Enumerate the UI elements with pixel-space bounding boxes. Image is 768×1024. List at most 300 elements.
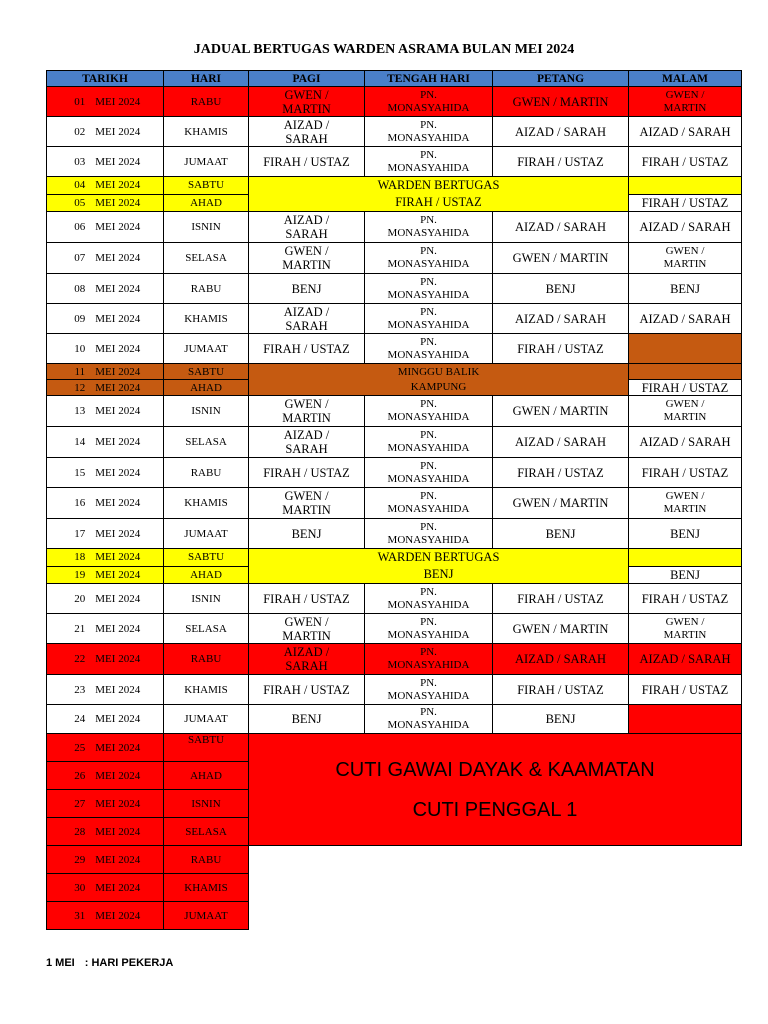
tengah-hari-cell-line: PN. [420,490,437,502]
petang-cell-line: AIZAD / SARAH [515,311,606,326]
day-row [47,675,742,705]
month-label: MEI 2024 [95,252,141,264]
month-label: MEI 2024 [95,683,141,696]
date-cell [47,762,164,790]
malam-cell [629,334,742,364]
day-number: 12 [74,381,86,394]
hari-cell [164,364,249,380]
day-row [47,734,742,762]
malam-cell [629,396,742,427]
petang-cell [493,274,629,304]
malam-cell-line: AIZAD / SARAH [639,311,731,326]
petang-cell [493,675,629,705]
date-cell [47,274,164,304]
tengah-hari-cell [365,243,493,274]
day-number: 15 [74,466,86,479]
month-label: MEI 2024 [95,825,141,838]
date-cell [47,488,164,519]
hari-cell [164,177,249,195]
day-number: 21 [74,622,86,635]
month-label: MEI 2024 [95,125,141,138]
malam-cell [629,177,742,195]
malam-cell [629,147,742,177]
petang-cell-line: FIRAH / USTAZ [517,465,604,480]
petang-cell [493,87,629,117]
petang-cell-line: GWEN / MARTIN [512,621,609,636]
pagi-cell-line: BENJ [291,712,322,726]
month-label: MEI 2024 [95,797,141,810]
petang-cell [493,519,629,549]
hari-label: SELASA [185,622,227,635]
hari-cell [164,614,249,644]
day-row [47,117,742,147]
hari-label: SABTU [187,734,225,746]
hari-label: SABTU [187,179,225,192]
tengah-hari-cell [365,427,493,458]
tengah-hari-cell-line: MONASYAHIDA [387,719,470,731]
hari-cell [164,705,249,734]
tengah-hari-cell [365,488,493,519]
tengah-hari-cell [365,614,493,644]
footnote [46,957,183,969]
date-cell [47,846,164,874]
month-label: MEI 2024 [95,769,141,782]
malam-cell-line: AIZAD / SARAH [639,220,731,234]
malam-cell [629,364,742,380]
hari-label: SABTU [187,551,225,564]
month-label: MEI 2024 [95,527,141,540]
hari-cell [164,874,249,902]
day-row [47,304,742,334]
day-row [47,396,742,427]
tengah-hari-cell-line: PN. [420,214,437,226]
pagi-cell-line: FIRAH / USTAZ [263,591,350,606]
malam-cell [629,488,742,519]
date-cell [47,380,164,396]
hari-cell [164,549,249,567]
hari-cell [164,488,249,519]
footnote-text: : HARI PEKERJA [84,957,174,969]
header-row [47,71,742,87]
day-number: 04 [74,179,86,192]
date-cell [47,177,164,195]
tengah-hari-cell-line: MONASYAHIDA [387,628,470,641]
block-line-1: MINGGU BALIK [397,365,480,378]
day-number: 16 [74,497,86,509]
tengah-hari-cell-line: PN. [420,275,437,288]
pagi-cell [249,212,365,243]
day-number: 02 [74,125,86,138]
hari-label: RABU [190,466,222,479]
date-cell [47,147,164,177]
petang-cell-line: FIRAH / USTAZ [517,682,604,697]
empty-area [249,902,742,930]
day-number: 09 [74,312,86,325]
month-label: MEI 2024 [95,179,141,192]
date-cell [47,364,164,380]
malam-cell-line: AIZAD / SARAH [639,652,731,666]
pagi-cell [249,458,365,488]
day-row [47,902,742,930]
day-row [47,549,742,567]
hari-cell [164,846,249,874]
day-row [47,87,742,117]
day-row [47,488,742,519]
petang-cell-line: BENJ [545,526,576,541]
pagi-cell-line: BENJ [291,526,322,541]
day-number: 30 [74,881,86,894]
day-number: 05 [74,196,86,209]
malam-cell-line: BENJ [670,567,700,582]
day-number: 25 [74,741,86,754]
malam-cell-line: GWEN / [665,490,705,502]
block-line-2: BENJ [423,567,454,581]
hari-cell [164,644,249,675]
pagi-cell-line: FIRAH / USTAZ [263,154,350,169]
tengah-hari-cell-line: PN. [420,118,437,131]
petang-cell-line: AIZAD / SARAH [515,435,606,449]
pagi-cell [249,147,365,177]
tengah-hari-cell-line: PN. [420,88,437,101]
day-number: 31 [74,909,86,922]
tengah-hari-cell-line: MONASYAHIDA [387,101,470,114]
malam-cell-line: MARTIN [663,258,707,270]
tengah-hari-cell [365,147,493,177]
month-label: MEI 2024 [95,466,141,479]
block-line-2: KAMPUNG [410,380,467,393]
pagi-cell-line: MARTIN [282,101,331,116]
malam-cell-line: FIRAH / USTAZ [641,195,729,210]
malam-cell [629,675,742,705]
pagi-cell [249,274,365,304]
tengah-hari-cell-line: MONASYAHIDA [387,503,470,515]
petang-cell [493,147,629,177]
pagi-cell [249,334,365,364]
pagi-cell-line: SARAH [285,131,328,146]
day-row [47,334,742,364]
petang-cell [493,614,629,644]
hari-label: KHAMIS [184,683,228,696]
day-row [47,243,742,274]
day-row [47,846,742,874]
hari-label: KHAMIS [184,312,228,325]
malam-cell-line: FIRAH / USTAZ [641,380,729,395]
hari-cell [164,818,249,846]
hari-label: ISNIN [191,221,221,233]
pagi-cell [249,675,365,705]
hari-cell [164,566,249,584]
month-label: MEI 2024 [95,853,141,866]
hari-label: AHAD [190,381,222,394]
hari-label: AHAD [190,196,222,209]
pagi-cell-line: BENJ [291,281,322,296]
tengah-hari-cell-line: MONASYAHIDA [387,161,470,174]
hari-label: RABU [190,853,222,866]
malam-cell-line: AIZAD / SARAH [639,435,731,449]
malam-cell-line: BENJ [670,281,700,296]
malam-cell [629,194,742,212]
malam-cell [629,243,742,274]
tengah-hari-cell [365,644,493,675]
hari-label: RABU [190,282,222,295]
hari-cell [164,212,249,243]
hari-cell [164,194,249,212]
date-cell [47,549,164,567]
petang-cell [493,705,629,734]
malam-cell [629,304,742,334]
petang-cell [493,243,629,274]
header-petang: PETANG [493,71,629,87]
day-number: 03 [74,155,86,168]
day-number: 08 [74,282,86,295]
header-tengah-hari: TENGAH HARI [365,71,493,87]
date-cell [47,427,164,458]
month-label: MEI 2024 [95,365,141,378]
day-number: 06 [74,221,86,233]
date-cell [47,334,164,364]
malam-cell [629,519,742,549]
date-cell [47,243,164,274]
tengah-hari-cell [365,458,493,488]
cuti-block [249,734,742,846]
petang-cell-line: BENJ [545,712,576,726]
hari-label: JUMAAT [184,155,228,168]
day-number: 18 [74,551,86,564]
hari-cell [164,584,249,614]
pagi-cell-line: GWEN / [284,87,329,102]
malam-cell [629,584,742,614]
petang-cell [493,304,629,334]
day-number: 24 [74,713,86,725]
day-row [47,364,742,380]
petang-cell-line: GWEN / MARTIN [512,251,609,265]
petang-cell-line: BENJ [545,281,576,296]
malam-cell [629,644,742,675]
malam-cell [629,427,742,458]
day-number: 13 [74,405,86,417]
tengah-hari-cell-line: PN. [420,459,437,472]
day-row [47,458,742,488]
block-line-1: WARDEN BERTUGAS [377,178,500,192]
pagi-cell-line: FIRAH / USTAZ [263,341,350,356]
tengah-hari-cell-line: MONASYAHIDA [387,258,470,270]
day-number: 01 [74,95,86,108]
hari-cell [164,427,249,458]
month-label: MEI 2024 [95,381,141,394]
malam-cell-line: FIRAH / USTAZ [641,682,729,697]
hari-label: AHAD [190,769,222,782]
tengah-hari-cell [365,274,493,304]
date-cell [47,458,164,488]
day-row [47,584,742,614]
pagi-cell [249,584,365,614]
pagi-cell [249,87,365,117]
date-cell [47,790,164,818]
tengah-hari-cell-line: MONASYAHIDA [387,533,470,546]
petang-cell-line: GWEN / MARTIN [512,404,609,418]
month-label: MEI 2024 [95,282,141,295]
tengah-hari-cell [365,117,493,147]
malam-cell-line: GWEN / [665,245,705,257]
petang-cell-line: FIRAH / USTAZ [517,341,604,356]
hari-label: JUMAAT [184,909,228,922]
date-cell [47,705,164,734]
tengah-hari-cell-line: PN. [420,245,437,257]
day-row [47,644,742,675]
hari-label: ISNIN [191,797,221,810]
date-cell [47,734,164,762]
malam-cell-line: MARTIN [663,503,707,515]
hari-cell [164,519,249,549]
day-number: 20 [74,592,86,605]
tengah-hari-cell [365,87,493,117]
day-number: 27 [74,797,86,810]
day-number: 07 [74,252,86,264]
pagi-cell-line: MARTIN [282,503,331,517]
malam-cell-line: BENJ [670,526,700,541]
hari-cell [164,117,249,147]
header-malam: MALAM [629,71,742,87]
petang-cell-line: FIRAH / USTAZ [517,154,604,169]
pagi-cell-line: FIRAH / USTAZ [263,465,350,480]
tengah-hari-cell [365,705,493,734]
malam-cell-line: FIRAH / USTAZ [641,465,729,480]
hari-cell [164,380,249,396]
day-number: 10 [74,342,86,355]
tengah-hari-cell-line: PN. [420,429,437,441]
petang-cell-line: GWEN / MARTIN [512,94,609,109]
hari-label: ISNIN [191,405,221,417]
block-line-1: WARDEN BERTUGAS [377,550,500,564]
tengah-hari-cell-line: PN. [420,585,437,598]
pagi-cell-line: AIZAD / [283,304,330,319]
petang-cell-line: AIZAD / SARAH [515,220,606,234]
month-label: MEI 2024 [95,405,141,417]
hari-label: SELASA [185,825,227,838]
tengah-hari-cell [365,396,493,427]
hari-label: ISNIN [191,592,221,605]
tengah-hari-cell-line: PN. [420,520,437,533]
petang-cell [493,212,629,243]
day-number: 14 [74,436,86,448]
day-row [47,177,742,195]
month-label: MEI 2024 [95,342,141,355]
tengah-hari-cell-line: MONASYAHIDA [387,348,470,361]
malam-cell-line: AIZAD / SARAH [639,124,731,139]
date-cell [47,644,164,675]
tengah-hari-cell [365,584,493,614]
malam-cell-line: GWEN / [665,615,705,628]
month-label: MEI 2024 [95,436,141,448]
pagi-cell [249,396,365,427]
day-row [47,212,742,243]
pagi-cell-line: MARTIN [282,258,331,272]
day-row [47,519,742,549]
day-number: 22 [74,653,86,665]
malam-cell [629,212,742,243]
hari-cell [164,243,249,274]
pagi-cell-line: SARAH [285,227,328,241]
month-label: MEI 2024 [95,221,141,233]
day-number: 11 [74,365,86,378]
date-cell [47,614,164,644]
month-label: MEI 2024 [95,653,141,665]
pagi-cell-line: AIZAD / [283,428,330,442]
malam-cell [629,566,742,584]
petang-cell-line: AIZAD / SARAH [515,124,606,139]
hari-label: SELASA [185,436,227,448]
day-number: 23 [74,683,86,696]
hari-cell [164,87,249,117]
pagi-cell-line: AIZAD / [283,213,330,227]
footnote-label: 1 MEI [46,957,75,969]
hari-cell [164,762,249,790]
tengah-hari-cell-line: MONASYAHIDA [387,598,470,611]
malam-cell [629,458,742,488]
pagi-cell-line: AIZAD / [283,645,330,659]
hari-cell [164,458,249,488]
day-row [47,705,742,734]
malam-cell [629,614,742,644]
day-row [47,274,742,304]
tengah-hari-cell-line: MONASYAHIDA [387,472,470,485]
tengah-hari-cell [365,675,493,705]
month-label: MEI 2024 [95,881,141,894]
hari-cell [164,334,249,364]
pagi-cell [249,243,365,274]
day-number: 29 [74,853,86,866]
hari-label: KHAMIS [184,125,228,138]
tengah-hari-cell-line: MONASYAHIDA [387,411,470,423]
petang-cell [493,488,629,519]
petang-cell [493,427,629,458]
tengah-hari-cell-line: PN. [420,676,437,689]
tengah-hari-cell-line: MONASYAHIDA [387,659,470,671]
pagi-cell-line: FIRAH / USTAZ [263,682,350,697]
month-label: MEI 2024 [95,155,141,168]
day-row [47,147,742,177]
tengah-hari-cell [365,212,493,243]
header-tarikh: TARIKH [47,71,164,87]
header-hari: HARI [164,71,249,87]
day-row [47,427,742,458]
date-cell [47,566,164,584]
hari-cell [164,274,249,304]
warden-bertugas-block [249,177,629,212]
pagi-cell [249,427,365,458]
schedule-table [46,70,742,930]
hari-label: JUMAAT [184,342,228,355]
hari-label: JUMAAT [184,527,228,540]
cuti-line-1: CUTI GAWAI DAYAK & KAAMATAN [335,758,655,781]
month-label: MEI 2024 [95,196,141,209]
day-row [47,874,742,902]
pagi-cell [249,117,365,147]
pagi-cell [249,488,365,519]
hari-label: KHAMIS [184,881,228,894]
hari-label: SABTU [187,365,225,378]
pagi-cell [249,519,365,549]
month-label: MEI 2024 [95,622,141,635]
tengah-hari-cell-line: PN. [420,305,437,318]
petang-cell-line: AIZAD / SARAH [515,652,606,666]
malam-cell-line: FIRAH / USTAZ [641,154,729,169]
date-cell [47,584,164,614]
tengah-hari-cell [365,334,493,364]
petang-cell-line: FIRAH / USTAZ [517,591,604,606]
header-pagi: PAGI [249,71,365,87]
date-cell [47,117,164,147]
